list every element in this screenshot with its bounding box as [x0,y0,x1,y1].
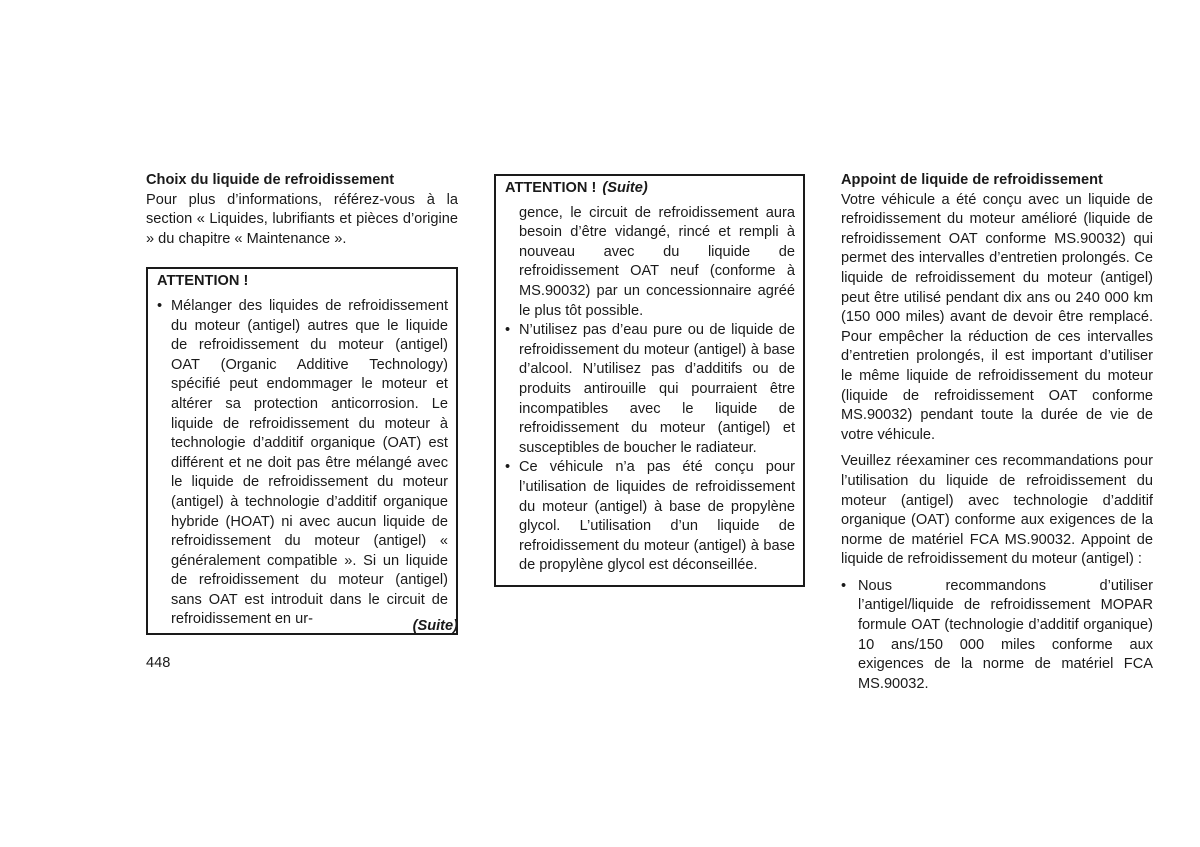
attention-title: ATTENTION ! [157,273,249,290]
bullet-icon: • [505,459,511,476]
middle-column [494,174,805,587]
paragraph: Veuillez réexaminer ces recommandations pour l’utilisation du liquide de refroidissement du moteur (antigel) avec technologie d’additif organique (OAT) conforme aux exigences de la norme de matériel FCA MS.90032. Appoint de liquide de refroidissement du moteur (antigel) : [841,453,1153,568]
list-item: • N’utilisez pas d’eau pure ou de liquide de refroidissement du moteur (antigel) à base d’alcool. N’utilisez pas d’additifs ou de produits antirouille qui pourraient être incompatibles avec le liquide de refroidissement du moteur (antigel) et susceptibles de boucher le radiateur. [505,322,795,456]
attention-title-continued: ATTENTION ! (Suite) [505,180,648,196]
attention-continuation-text: gence, le circuit de refroidissement aura besoin d’être vidangé, rincé et rempli à nouveau avec du liquide de refroidissement OAT neuf (conforme à MS.90032) par un concessionnaire agréé le plus tôt possible. [519,204,795,319]
attention-bullets [157,297,448,630]
bullet-icon: • [841,577,847,594]
attention-box-continued [494,174,805,587]
list-item: • Nous recommandons d’utiliser l’antigel/liquide de refroidissement MOPAR formule OAT (technologie d’additif organique) 10 ans/150 000 miles conforme aux exigences de la norme de matériel FCA MS.90032. [841,577,1153,692]
section-heading-coolant-topup: Appoint de liquide de refroidissement [841,172,1103,188]
bullet-icon: • [157,297,163,314]
list-item: • Ce véhicule n’a pas été conçu pour l’utilisation de liquides de refroidissement du moteur (antigel) à base de propylène glycol. L’utilisation d’un liquide de refroidissement du moteur (antigel) à base de propylène glycol est déconseillée. [505,459,795,574]
paragraph: Votre véhicule a été conçu avec un liquide de refroidissement du moteur amélioré (liquide de refroidissement OAT conforme MS.90032) qui permet des intervalles d’entretien prolongés. Ce liquide de refroidissement du moteur (antigel) peut être utilisé pendant dix ans ou 240 000 km (150 000 miles) avant de devoir être remplacé. Pour empêcher la réduction de ces intervalles d’entretien prolongés, il est important d’utiliser le même liquide de refroidissement du moteur (liquide de refroidissement OAT conforme MS.90032) pendant toute la durée de vie de votre véhicule. [841,191,1153,443]
section-heading-coolant-choice: Choix du liquide de refroidissement [146,172,395,188]
suite-continuation-label: (Suite) [412,618,458,634]
left-column [146,171,458,635]
attention-suite-label: (Suite) [602,180,648,196]
list-item: • Mélanger des liquides de refroidissement du moteur (antigel) autres que le liquide de refroidissement du moteur (antigel) OAT (Organic Additive Technology) spécifié peut endommager le moteur et altérer sa protection anticorrosion. Le liquide de refroidissement du moteur à technologie d’additif organique (OAT) est différent et ne doit pas être mélangé avec le liquide de refroidissement du moteur (antigel) à technologie d’additif organique hybride (HOAT) ni avec aucun liquide de refroidissement du moteur (antigel) « généralement compatible ». Si un liquide de refroidissement du moteur (antigel) sans OAT est introduit dans le circuit de refroidissement en ur- [157,297,448,628]
attention-box [146,267,458,635]
bullet-icon: • [505,322,511,339]
recommendation-bullets [841,577,1153,695]
attention-bullets [505,321,795,576]
page-number: 448 [146,655,171,671]
right-column [841,171,1153,694]
intro-paragraph: Pour plus d’informations, référez-vous à la section « Liquides, lubrifiants et pièces d’origine » du chapitre « Maintenance ». [146,191,458,247]
